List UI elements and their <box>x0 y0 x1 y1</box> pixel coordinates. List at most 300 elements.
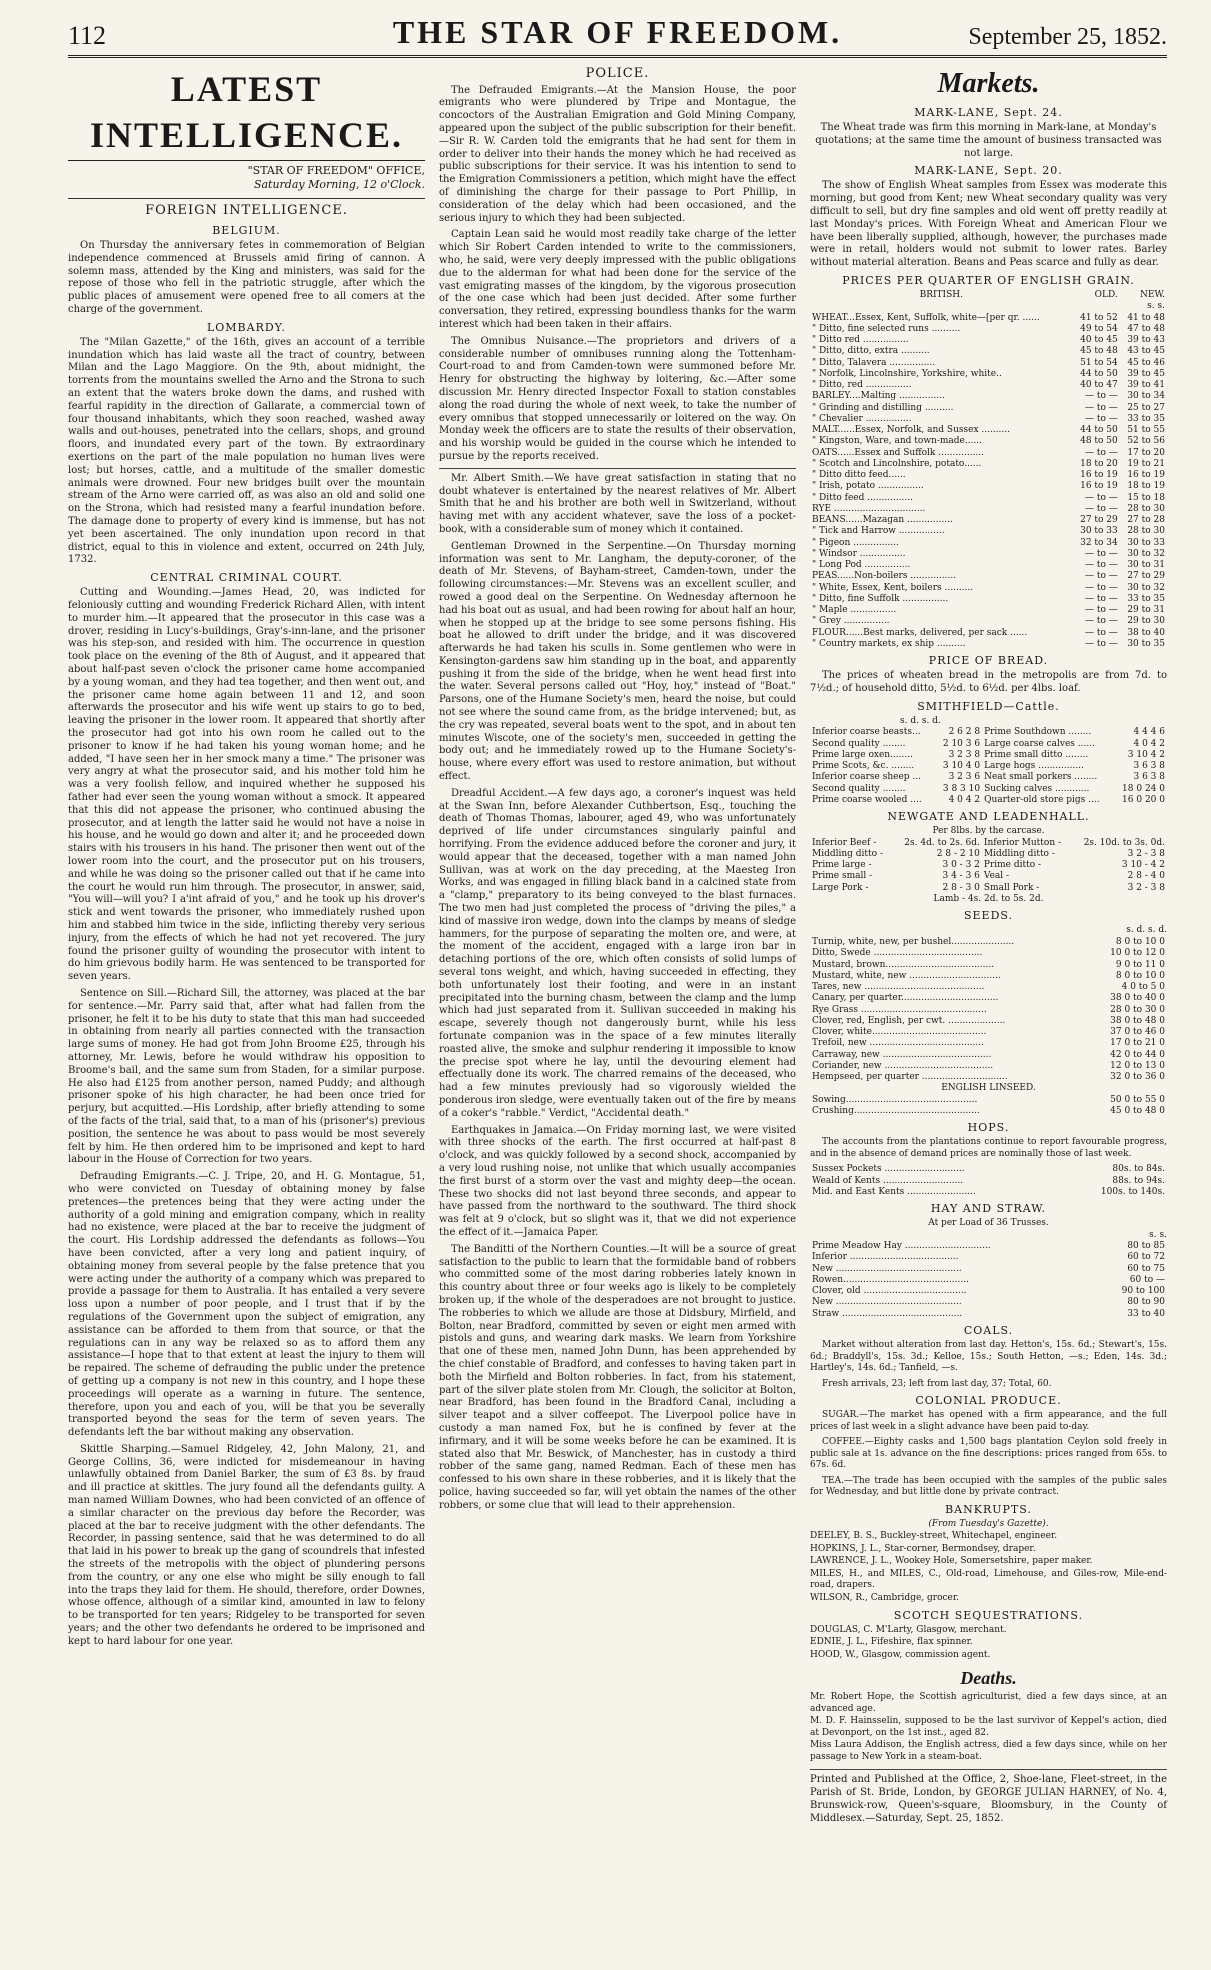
grain-row-cell: — to — <box>1085 638 1118 649</box>
grain-row <box>810 436 1167 447</box>
grain-row-cell: — to — <box>1085 503 1118 514</box>
smithfield-row-cell: Large hogs ................ <box>984 761 1084 772</box>
seeds-row-cell: 12 0 to 13 0 <box>1110 1060 1165 1071</box>
seeds-row <box>810 1061 1167 1072</box>
newgate-row-cell: 2s. 4d. to 2s. 6d. <box>904 837 980 848</box>
column-police <box>439 66 796 1825</box>
hay-row-cell: 60 to 75 <box>1127 1263 1165 1274</box>
newgate-row-cell: 3 0 - 3 2 <box>942 860 980 871</box>
grain-row-cell: " Irish, potato ................ <box>812 481 924 492</box>
grain-row <box>810 369 1167 380</box>
hay-row-cell: Rowen............................................ <box>812 1274 969 1285</box>
grain-row-cell: " Kingston, Ware, and town-made...... <box>812 436 983 447</box>
grain-row-cell: 30 to 32 <box>1127 548 1165 559</box>
article-earthquakes: Earthquakes in Jamaica.—On Friday morning last, we were visited with three shocks of the earth. The first occurred at half-past 8 o'clock, and was quickly followed by a second shock, accompanied by a very loud rushing noise, not unlike that which usually accompanies the first burst of a storm over the vast and mighty deep—the ocean. These two shocks did not last beyond three seconds, and appear to have passed from the northward to the southward. The third shock was felt at 9 o'clock, but so slight was it, that we did not experience the effect of it.—Jamaica Paper. <box>439 1124 796 1238</box>
grain-row-cell: — to — <box>1085 402 1118 413</box>
grain-row <box>810 358 1167 369</box>
smithfield-heading: SMITHFIELD—Cattle. <box>917 699 1060 713</box>
smithfield-row-cell: Neat small porkers ........ <box>984 772 1098 783</box>
bankrupt-entry: MILES, H., and MILES, C., Old-road, Limehouse, and Giles-row, Mile-end-road, drapers. <box>810 1568 1167 1591</box>
grain-row-cell: 30 to 32 <box>1127 582 1165 593</box>
grain-row-cell: " Ditto, Talavera ................ <box>812 357 936 368</box>
grain-row <box>810 380 1167 391</box>
lombardy-article: The "Milan Gazette," of the 16th, gives an account of a terrible inundation which has laid waste all the tract of country, between Milan and the Lago Maggiore. On the 9th, about midnight, the torrents from the mountains swelled the Arno and the Strona to such an extent that the waters broke down the dams, and rushed with fearful rapidity in the direction of Gallarate, a commercial town of four thousand inhabitants, which they soon reached, washed away walls and out-houses, penetrated into the cellars, shops, and ground floors, and inundated every part of the town. By extraordinary exertions on the part of the male population no human lives were lost; but horses, cattle, and a multitude of the smaller domestic animals were drowned. Four new bridges built over the mountain stream of the Arno were carried off, as was also an old and solid one on the Strona, which had resisted many a fearful inundation before. The damage done to property of every kind is immense, but has not yet been ascertained. The only inundation upon record in that district, equal to this in violence and extent, occurred on 24th July, 1732. <box>68 336 425 566</box>
grain-row-cell: — to — <box>1085 593 1118 604</box>
police-article-emigrants: The Defrauded Emigrants.—At the Mansion House, the poor emigrants who were plundered by Tripe and Montague, the concoctors of the Australian Emigration and Gold Mining Company, appeared upon the subject of the public subscription for their benefit.—Sir R. W. Carden told the emigrants that he had sent for them in order to deliver into their hands the money which he had received as public subscriptions for their service. It was his intention to send to the Emigration Commissioners a petition, which might have the effect of diminishing the charge for their passage to Port Phillip, in consideration of the delay which had been occasioned, and the serious injury to which they had been subjected. <box>439 84 796 224</box>
latest-intelligence-heading: LATEST INTELLIGENCE. <box>68 66 425 161</box>
grain-row-cell: 48 to 50 <box>1080 436 1118 447</box>
seeds-row <box>810 993 1167 1004</box>
smithfield-row-cell: 2 6 2 8 <box>948 727 981 738</box>
seeds-row-cell: Rye Grass ............................................ <box>812 1004 987 1015</box>
seeds-row <box>810 960 1167 971</box>
grain-row-cell: 19 to 21 <box>1127 458 1165 469</box>
grain-col-new: NEW. <box>1140 290 1165 301</box>
grain-row <box>810 335 1167 346</box>
smithfield-row-cell: Second quality ........ <box>812 783 906 794</box>
seeds-row-cell: 28 0 to 30 0 <box>1110 1004 1165 1015</box>
masthead <box>68 14 1167 58</box>
smithfield-row-cell: 18 0 24 0 <box>1122 783 1165 794</box>
hay-row-cell: 80 to 85 <box>1127 1241 1165 1252</box>
grain-row-cell: " Country markets, ex ship .......... <box>812 638 966 649</box>
article-accident: Dreadful Accident.—A few days ago, a coroner's inquest was held at the Swan Inn, before Alexander Cuthbertson, Esq., touching the death of Thomas Thomas, labourer, aged 49, who was unfortunately deprived of life under circumstances singularly painful and horrifying. From the evidence adduced before the coroner and jury, it would appear that the deceased, together with a man named John Sullivan, was at work on the day preceding, at the Maesteg Iron Works, and was engaged in filling black band in a calcined state from a "clamp," preparatory to its being conveyed to the blast furnaces. The two men had just completed the process of "driving the piles," a kind of massive iron wedge, down into the clamps by means of sledge hammers, for the purpose of separating the molten ore, and were, at the moment of the accident, engaged with a large iron bar in detaching portions of the ore, which often consists of solid lumps of several tons weight, and which, having succeeded in effecting, they both unfortunately lost their footing, and were in an instant precipitated into the burning chasm, between the clamp and the lump which had just separated from it. Sullivan succeeded in making his escape, severely though not dangerously burnt, while his less fortunate companion was in the space of a few minutes literally roasted alive, the smoke and sulphur rendering it impossible to know the precise spot where he lay, until the devouring element had effectually done its work. The charred remains of the deceased, who had a few minutes previously had so vigorously wielded the ponderous iron sledge, were eventually taken out of the fire by means of a coker's "rabble." Verdict, "Accidental death." <box>439 787 796 1119</box>
hay-row-cell: Inferior ...................................... <box>812 1252 959 1263</box>
smithfield-row-cell: 4 0 4 2 <box>1133 738 1165 749</box>
bankrupts-list <box>810 1531 1167 1604</box>
seeds-row-cell: 37 0 to 46 0 <box>1110 1027 1165 1037</box>
seeds-row-cell: Tares, new .......................................... <box>812 982 985 992</box>
seeds-row <box>810 1027 1167 1038</box>
seeds-row <box>810 971 1167 982</box>
hay-row-cell: New ............................................ <box>812 1263 962 1274</box>
grain-row-cell: 30 to 34 <box>1127 391 1165 402</box>
newgate-row-cell: Prime ditto - <box>983 860 1042 871</box>
seeds-row <box>810 1050 1167 1061</box>
grain-row-cell: BARLEY....Malting ................ <box>812 391 945 402</box>
smithfield-row-cell: Prime Scots, &c. ........ <box>812 761 915 772</box>
seeds-row-cell: 10 0 to 12 0 <box>1110 948 1165 959</box>
hay-row-cell: 90 to 100 <box>1121 1286 1165 1297</box>
grain-row <box>810 493 1167 504</box>
grain-row <box>810 628 1167 639</box>
newspaper-page <box>28 0 1183 1930</box>
grain-row-cell: 27 to 28 <box>1127 515 1165 526</box>
grain-row-cell: — to — <box>1085 560 1118 571</box>
hay-row <box>810 1297 1167 1308</box>
grain-row-cell: — to — <box>1085 391 1118 402</box>
bankrupts-heading: BANKRUPTS. <box>945 1502 1032 1516</box>
newspaper-title: THE STAR OF FREEDOM. <box>392 14 843 50</box>
smithfield-row-cell: Sucking calves ............ <box>984 783 1090 794</box>
hay-table <box>810 1241 1167 1320</box>
grain-row-cell: 15 to 18 <box>1127 492 1165 503</box>
mark-lane-20-report: The show of English Wheat samples from Essex was moderate this morning, but good from Kent; new Wheat secondary quality was very difficult to sell, but dry fine samples and old went off pretty readily at last Monday's prices. With Foreign Wheat and American Flour we have been liberally supplied, although, however, the purchases made were in retail, holders would not submit to lower rates. Barley without material alteration. Beans and Peas scarce and fully as dear. <box>810 180 1167 269</box>
grain-row-cell: 30 to 33 <box>1127 537 1165 548</box>
grain-row-cell: 29 to 31 <box>1127 605 1165 616</box>
court-heading: CENTRAL CRIMINAL COURT. <box>150 571 343 585</box>
seeds-row <box>810 937 1167 948</box>
sequestration-entry: DOUGLAS, C. M'Larty, Glasgow, merchant. <box>810 1624 1007 1635</box>
grain-row <box>810 639 1167 650</box>
smithfield-row <box>810 772 1167 783</box>
grain-row-cell: — to — <box>1085 582 1118 593</box>
court-article-emigrants: Defrauding Emigrants.—C. J. Tripe, 20, and H. G. Montague, 51, who were convicted on Tuesday of obtaining money by false pretences—the pretences being that they were acting under the authority of a gold mining and emigration company, which in reality had no existence, were placed at the bar to receive the judgment of the court. His Lordship addressed the defendants as follows—You have been convicted, after a very long and patient inquiry, of obtaining money from several people by the false pretence that you were acting under the authority of a company which was prepared to provide a passage for them to Australia. It has entailed a very severe loss upon a number of poor people, and I trust that if by the regulations of the Government upon the subject of emigration, any assistance can be afforded to them from that source, or that the regulations can in any way be relaxed so as to afford them any assistance—I hope that to that extent at least the injury to them will be repaired. The scheme of defrauding the public under the pretence of getting up a company is not new in this country, and I hope these proceedings will operate as a warning in future. The sentence, therefore, upon you and each of you, will be that you be severally transported beyond the seas for the term of seven years. The defendants left the bar without making any observation. <box>68 1171 425 1439</box>
newgate-row-cell: Small Pork - <box>983 882 1040 893</box>
smithfield-row-cell: Inferior coarse sheep ... <box>812 772 921 783</box>
grain-row-cell: 33 to 35 <box>1127 413 1165 424</box>
grain-row-cell: 16 to 19 <box>1080 470 1118 481</box>
grain-row-cell: " Scotch and Lincolnshire, potato...... <box>812 458 982 469</box>
foreign-intelligence-heading: FOREIGN INTELLIGENCE. <box>68 198 425 220</box>
grain-row <box>810 324 1167 335</box>
hops-row-cell: 100s. to 140s. <box>1100 1186 1165 1197</box>
grain-row-cell: MALT......Essex, Norfolk, and Sussex .......... <box>812 425 1010 436</box>
court-article-skittles: Skittle Sharping.—Samuel Ridgeley, 42, John Malony, 21, and George Collins, 36, were indicted for misdemeanour in having unlawfully obtained from Daniel Barker, the sum of £3 8s. by fraud and ill practice at skittles. The jury found all the defendants guilty. A man named William Downes, who had been convicted of an offence of a similar character on the previous day before the Recorder, was placed at the bar to receive judgment with the other defendants. The Recorder, in passing sentence, said that he was determined to do all that laid in his power to break up the gang of scoundrels that infested the streets of the metropolis with the object of plundering persons from the country, or any one else who might be silly enough to fall into the traps they laid for them. He should, therefore, order Downes, whose offence, although of a similar kind, amounted in law to felony to be transported for ten years; Ridgeley to be transported for seven years; and the other two defendants he ordered to be imprisoned and kept to hard labour for one year. <box>68 1443 425 1647</box>
seeds-row <box>810 948 1167 959</box>
grain-row-cell: — to — <box>1085 447 1118 458</box>
newgate-row-cell: 3 4 - 3 6 <box>942 871 980 882</box>
seeds-row-cell: Hempseed, per quarter .............................. <box>812 1072 1008 1082</box>
smithfield-row-cell: 3 6 3 8 <box>1133 772 1165 783</box>
grain-row-cell: 16 to 19 <box>1127 470 1165 481</box>
grain-row <box>810 459 1167 470</box>
smithfield-row <box>810 750 1167 761</box>
grain-row-cell: 39 to 43 <box>1127 335 1165 346</box>
smithfield-units: s. d. s. d. <box>900 715 941 726</box>
grain-row-cell: 27 to 29 <box>1127 571 1165 582</box>
markets-heading: Markets. <box>937 68 1040 99</box>
grain-row-cell: 18 to 19 <box>1127 481 1165 492</box>
court-article-sill: Sentence on Sill.—Richard Sill, the attorney, was placed at the bar for sentence.—Mr. Parry said that, after what had fallen from the prisoner, he felt it to be his duty to state that this man had succeeded in obtaining from nearly all parties connected with the transaction large sums of money. He had got from John Broome £25, through his attorney, Mr. Lewis, before he would withdraw his opposition to Broome's bail, and the same sum from Staden, for a similar purpose. He also had £125 from another person, named Puddy; and although prisoner spoke of his high character, he had been once tried for perjury, but acquitted.—His Lordship, after briefly attending to some of the facts of the trial, said that, to a man of his (prisoner's) previous position, the sentence he was about to pass would be most severely felt by him. He then ordered him to be imprisoned and kept to hard labour in the House of Correction for two years. <box>68 988 425 1166</box>
grain-row-cell: 44 to 50 <box>1080 425 1118 436</box>
newgate-row-cell: Prime small - <box>812 871 873 882</box>
divider <box>439 468 796 469</box>
grain-row-cell: — to — <box>1085 571 1118 582</box>
smithfield-row-cell: Second quality ........ <box>812 738 906 749</box>
grain-row-cell: RYE ................................ <box>812 503 926 514</box>
linseed-row <box>810 1106 1167 1117</box>
newgate-row-cell: Middling ditto - <box>812 848 883 859</box>
grain-row <box>810 526 1167 537</box>
column-latest-intelligence <box>68 66 425 1825</box>
imprint: Printed and Published at the Office, 2, Shoe-lane, Fleet-street, in the Parish of St. Bride, London, by GEORGE JULIAN HARNEY, of No. 4, Brunswick-row, Queen's-square, Bloomsbury, in the County of Middlesex.—Saturday, Sept. 25, 1852. <box>810 1769 1167 1825</box>
smithfield-row <box>810 784 1167 795</box>
bread-heading: PRICE OF BREAD. <box>928 654 1049 668</box>
hay-subheading: At per Load of 36 Trusses. <box>928 1218 1049 1229</box>
grain-row-cell: " Windsor ................ <box>812 548 906 559</box>
hops-report: The accounts from the plantations continue to report favourable progress, and in the absence of demand prices are nominally those of last week. <box>810 1137 1167 1159</box>
grain-row <box>810 403 1167 414</box>
linseed-row-cell: 50 0 to 55 0 <box>1110 1094 1165 1105</box>
newgate-row-cell: Veal - <box>983 871 1010 882</box>
smithfield-row <box>810 739 1167 750</box>
grain-row-cell: 40 to 47 <box>1080 380 1118 391</box>
hay-row <box>810 1309 1167 1320</box>
sequestration-entry: EDNIE, J. L., Fifeshire, flax spinner. <box>810 1637 973 1648</box>
seeds-row-cell: 9 0 to 11 0 <box>1115 959 1165 970</box>
death-notice: M. D. F. Hainsselin, supposed to be the last survivor of Keppel's action, died at Devonport, on the 1st inst., aged 82. <box>810 1716 1167 1738</box>
smithfield-table <box>810 727 1167 806</box>
seeds-row-cell: Clover, white........................................ <box>812 1027 987 1037</box>
death-notice: Mr. Robert Hope, the Scottish agriculturist, died a few days since, at an advanced age. <box>810 1692 1167 1714</box>
seeds-row-cell: Mustard, brown...................................... <box>812 959 995 970</box>
smithfield-row-cell: 3 2 3 8 <box>948 749 981 760</box>
bankrupts-subheading: (From Tuesday's Gazette). <box>928 1518 1049 1529</box>
grain-table <box>810 290 1167 650</box>
seeds-row <box>810 1072 1167 1083</box>
grain-row-cell: 51 to 54 <box>1080 357 1118 368</box>
bankrupt-entry: WILSON, R., Cambridge, grocer. <box>810 1592 960 1603</box>
grain-row <box>810 470 1167 481</box>
grain-units: s. s. <box>1147 301 1165 312</box>
smithfield-row <box>810 727 1167 738</box>
grain-row-cell: 38 to 40 <box>1127 627 1165 638</box>
hay-heading: HAY AND STRAW. <box>930 1202 1047 1216</box>
hops-row-cell: Weald of Kents ............................ <box>812 1175 964 1186</box>
grain-row-cell: " Maple ................ <box>812 605 897 616</box>
grain-row <box>810 605 1167 616</box>
grain-row-cell: 45 to 48 <box>1080 346 1118 357</box>
grain-row <box>810 515 1167 526</box>
grain-row-cell: 51 to 55 <box>1127 425 1165 436</box>
mark-lane-24-report: The Wheat trade was firm this morning in Mark-lane, at Monday's quotations; at the same time the amount of business transacted was not large. <box>815 121 1162 159</box>
seeds-row-cell: Turnip, white, new, per bushel...................... <box>812 937 1015 947</box>
grain-row <box>810 538 1167 549</box>
smithfield-row-cell: 3 8 3 10 <box>942 783 981 794</box>
grain-row-cell: 39 to 45 <box>1127 368 1165 379</box>
colonial-tea: TEA.—The trade has been occupied with the samples of the public sales for Wednesday, and but little done by private contract. <box>810 1475 1167 1498</box>
lombardy-heading: LOMBARDY. <box>206 320 287 334</box>
article-albert-smith: Mr. Albert Smith.—We have great satisfaction in stating that no doubt whatever is entertained by the nearest relatives of Mr. Albert Smith that he and his brother are both well in Switzerland, without having met with any accident whatever, save the loss of a pocket-book, with a considerable sum of money which it contained. <box>439 472 796 535</box>
grain-row-cell: 41 to 52 <box>1080 312 1118 323</box>
smithfield-row <box>810 761 1167 772</box>
grain-row <box>810 504 1167 515</box>
smithfield-row-cell: Prime large oxen........ <box>812 749 913 760</box>
hay-row-cell: 33 to 40 <box>1127 1308 1165 1319</box>
hops-heading: HOPS. <box>967 1121 1010 1135</box>
grain-prices-heading: PRICES PER QUARTER OF ENGLISH GRAIN. <box>842 273 1135 287</box>
smithfield-row-cell: Inferior coarse beasts... <box>812 727 921 738</box>
mark-lane-24-heading: MARK-LANE, Sept. 24. <box>914 105 1063 119</box>
grain-row-cell: " Ditto ditto feed...... <box>812 470 906 481</box>
hay-row-cell: 80 to 90 <box>1127 1297 1165 1308</box>
grain-row-cell: " Norfolk, Lincolnshire, Yorkshire, white.. <box>812 368 1002 379</box>
seeds-row-cell: Ditto, Swede ...................................... <box>812 948 983 959</box>
office-line <box>68 164 425 192</box>
grain-row <box>810 583 1167 594</box>
grain-row-cell: 28 to 30 <box>1127 503 1165 514</box>
grain-row-cell: " Ditto red ................ <box>812 335 909 346</box>
newgate-row-cell: 2 8 - 4 0 <box>1127 871 1165 882</box>
deaths-list <box>810 1692 1167 1763</box>
belgium-heading: BELGIUM. <box>212 223 281 237</box>
grain-row-cell: 52 to 56 <box>1127 436 1165 447</box>
grain-row <box>810 425 1167 436</box>
article-banditti: The Banditti of the Northern Counties.—It will be a source of great satisfaction to the public to learn that the formidable band of robbers who committed some of the most daring robberies lately known in this country about three or four weeks ago is likely to be completely broken up, if the whole of the desperadoes are not brought to justice. The robberies to which we allude are those at Didsbury, Mirfield, and Bolton, near Bradford, committed by seven or eight men armed with pistols and guns, and wearing dark masks. We learn from Yorkshire that one of these men, named John Dunn, has been apprehended by the chief constable of Bradford, and confesses to having taken part in both the Mirfield and Bolton robberies. In fact, from his statement, part of the silver plate stolen from Mr. Clough, the solicitor at Bolton, near Bradford, has been found in the Bradford Canal, including a silver teapot and a silver coffeepot. The Liverpool police have in custody a man named Fox, but he is confined by fever at the infirmary, and it will be some weeks before he can be examined. It is stated also that Mr. Beswick, of Manchester, has in custody a third robber of the same gang, named Redman. Each of these men has confessed to his own share in these robberies, and it is likely that the police, having succeeded so far, will yet obtain the names of the other robbers, or some clue that will lead to their apprehension. <box>439 1243 796 1511</box>
seeds-units: s. d. s. d. <box>1126 925 1167 936</box>
seeds-row-cell: Clover, red, English, per cwt. .................... <box>812 1015 1006 1026</box>
newgate-row-cell: 3 10 - 4 2 <box>1121 860 1165 871</box>
linseed-row-cell: Sowing.............................................. <box>812 1094 978 1105</box>
seeds-row-cell: 42 0 to 44 0 <box>1110 1049 1165 1060</box>
seeds-row-cell: 4 0 to 5 0 <box>1121 982 1165 992</box>
linseed-row <box>810 1095 1167 1106</box>
bankrupt-entry: HOPKINS, J. L., Star-corner, Bermondsey, draper. <box>810 1543 1036 1554</box>
bankrupt-entry: DEELEY, B. S., Buckley-street, Whitechapel, engineer. <box>810 1531 1058 1542</box>
seeds-row-cell: 38 0 to 40 0 <box>1110 993 1165 1004</box>
hay-row-cell: Clover, old .................................... <box>812 1286 967 1297</box>
linseed-table <box>810 1095 1167 1118</box>
grain-row <box>810 346 1167 357</box>
seeds-row-cell: 32 0 to 36 0 <box>1110 1072 1165 1082</box>
grain-row <box>810 571 1167 582</box>
smithfield-row-cell: 16 0 20 0 <box>1122 794 1165 805</box>
police-article-omnibus: The Omnibus Nuisance.—The proprietors and drivers of a considerable number of omnibuses running along the Tottenham-Court-road to and from Camden-town were summoned before Mr. Henry for obstructing the highway by loitering, &c.—After some discussion Mr. Henry directed Inspector Foxall to station constables along the road during the whole of next week, to take the number of every omnibus that stopped unnecessarily or loitered on the way. On Monday week the officers are to state the results of their observation, and his worship would be guided in the course which he intended to pursue by the reports received. <box>439 335 796 462</box>
grain-row-cell: " Grey ................ <box>812 616 890 627</box>
seeds-row <box>810 1016 1167 1027</box>
bankrupt-entry: LAWRENCE, J. L., Wookey Hole, Somersetshire, paper maker. <box>810 1556 1093 1567</box>
newgate-lamb: Lamb - 4s. 2d. to 5s. 2d. <box>933 893 1044 904</box>
court-article-wounding: Cutting and Wounding.—James Head, 20, was indicted for feloniously cutting and wounding Frederick Richard Allen, with intent to murder him.—It appeared that the prosecutor in this case was a drover, residing in Lucy's-buildings, Gray's-inn-lane, and the prisoner was his step-son, and resided with him. The occurrence in question took place on the evening of the 8th of August, and it appeared that about half-past seven o'clock the prisoner came home accompanied by a young woman, and they had tea together, and then went out, and the prisoner came home again between 11 and 12, and soon afterwards the prosecutor and his wife went up stairs to go to bed, leaving the prisoner in the lower room. It appeared that shortly after the prosecutor had got into his own room he called out to the prisoner to know if he had taken his young woman home; and he added, "I have seen her in her smock many a time." The prisoner was very angry at what the prosecutor said, and his mother told him he was a very foolish fellow, and inquired whether he supposed his father had ever seen the young woman without a smock. It appeared that this did not appease the prisoner, who continued abusing the prosecutor, and at length the latter said he would not have a noise in his house, and he would go down and alter it; and he proceeded down stairs with his trousers in his hand. The prisoner then went out of the lower room into the court, and the prosecutor put on his trousers, and while he was doing so the prisoner called out that if he came into the court he would run him through. The prosecutor, in answer, said, "You will—will you? I a'int afraid of you," and he took up his drover's stick and went towards the prisoner, who immediately rushed upon him and stabbed him twice in the side, inflicting thereby very serious injury, from the effects of which he had not yet recovered. The jury found the prisoner guilty of wounding the prosecutor with intent to do him grievous bodily harm. He was sentenced to be transported for seven years. <box>68 587 425 983</box>
grain-row-cell: " Ditto, fine Suffolk ................ <box>812 593 949 604</box>
grain-row-cell: 30 to 35 <box>1127 638 1165 649</box>
seeds-row-cell: Mustard, white, new ................................ <box>812 970 1001 981</box>
grain-row-cell: 30 to 31 <box>1127 560 1165 571</box>
grain-row-cell: 47 to 48 <box>1127 323 1165 334</box>
police-article-lean: Captain Lean said he would most readily take charge of the letter which Sir Robert Carden intended to write to the commissioners, who, he said, were very deeply impressed with the public obligations due to the alderman for what had been done for the service of the vast emigrating masses of the kingdom, by the vigorous prosecution of the one case which had been just decided. After some further conversation, they retired, expressing boundless thanks for the warm interest which had been taken in their affairs. <box>439 229 796 330</box>
hay-row-cell: Prime Meadow Hay .............................. <box>812 1241 991 1252</box>
seeds-row-cell: 8 0 to 10 0 <box>1115 970 1165 981</box>
grain-row-cell: FLOUR......Best marks, delivered, per sack ...... <box>812 627 1028 638</box>
colonial-coffee: COFFEE.—Eighty casks and 1,500 bags plantation Ceylon sold freely in public sale at 1s. advance on the fine descriptions: prices ranged from 65s. to 67s. 6d. <box>810 1437 1167 1471</box>
mark-lane-20-heading: MARK-LANE, Sept. 20. <box>914 164 1063 178</box>
grain-row-cell: " Grinding and distilling .......... <box>812 402 954 413</box>
hay-row-cell: 60 to — <box>1129 1274 1165 1285</box>
grain-row-cell: " Long Pod ................ <box>812 560 911 571</box>
newgate-row-cell: Prime large - <box>812 860 872 871</box>
newgate-row-cell: Inferior Mutton - <box>983 837 1062 848</box>
newgate-row-cell: 3 2 - 3 8 <box>1127 882 1165 893</box>
grain-row-cell: — to — <box>1085 616 1118 627</box>
police-heading: POLICE. <box>585 66 650 81</box>
grain-row-cell: " Ditto feed ................ <box>812 492 913 503</box>
office-name: "STAR OF FREEDOM" OFFICE, <box>247 164 425 178</box>
grain-row-cell: " Ditto, fine selected runs .......... <box>812 323 961 334</box>
grain-row <box>810 481 1167 492</box>
newgate-row <box>810 860 1167 871</box>
grain-col-british: BRITISH. <box>919 290 963 301</box>
grain-row-cell: — to — <box>1085 627 1118 638</box>
hops-row-cell: Mid. and East Kents ........................ <box>812 1186 976 1197</box>
seeds-row-cell: Trefoil, new ........................................ <box>812 1038 984 1049</box>
grain-row-cell: 29 to 30 <box>1127 616 1165 627</box>
linseed-row-cell: Crushing............................................ <box>812 1106 980 1117</box>
newgate-table <box>810 838 1167 894</box>
smithfield-row-cell: 4 4 4 6 <box>1133 727 1165 738</box>
grain-row-cell: " Ditto, ditto, extra .......... <box>812 346 930 357</box>
seeds-row-cell: 38 0 to 48 0 <box>1110 1015 1165 1026</box>
grain-row-cell: 30 to 33 <box>1080 526 1118 537</box>
grain-row <box>810 594 1167 605</box>
smithfield-row-cell: Prime Southdown ........ <box>984 727 1092 738</box>
grain-row-cell: 39 to 41 <box>1127 380 1165 391</box>
seeds-table <box>810 937 1167 1083</box>
newgate-row-cell: Inferior Beef - <box>812 837 877 848</box>
hay-row-cell: Straw .......................................... <box>812 1308 963 1319</box>
grain-row-cell: PEAS......Non-boilers ................ <box>812 571 957 582</box>
newgate-row <box>810 871 1167 882</box>
smithfield-row-cell: Large coarse calves ...... <box>984 738 1095 749</box>
grain-row <box>810 414 1167 425</box>
grain-row-cell: BEANS......Mazagan ................ <box>812 515 953 526</box>
grain-row-cell: — to — <box>1085 492 1118 503</box>
grain-row-cell: " Ditto, red ................ <box>812 380 912 391</box>
seeds-row-cell: Coriander, new ...................................... <box>812 1060 994 1071</box>
grain-col-old: OLD. <box>1094 290 1118 301</box>
hay-row <box>810 1286 1167 1297</box>
hops-row-cell: Sussex Pockets ............................ <box>812 1164 965 1175</box>
coals-heading: COALS. <box>963 1323 1014 1337</box>
grain-row-cell: 49 to 54 <box>1080 323 1118 334</box>
scotch-heading: SCOTCH SEQUESTRATIONS. <box>893 1608 1084 1622</box>
grain-row-cell: 28 to 30 <box>1127 526 1165 537</box>
grain-row-cell: 32 to 34 <box>1080 537 1118 548</box>
hops-row <box>810 1176 1167 1187</box>
page-number: 112 <box>68 21 107 50</box>
deaths-heading: Deaths. <box>960 1668 1017 1689</box>
seeds-row-cell: Canary, per quarter.................................. <box>812 993 999 1004</box>
hops-row-cell: 88s. to 94s. <box>1112 1175 1165 1186</box>
seeds-row <box>810 1038 1167 1049</box>
coals-arrivals: Fresh arrivals, 23; left from last day, 37; Total, 60. <box>822 1378 1052 1389</box>
newgate-subheading: Per 8lbs. by the carcase. <box>932 826 1045 837</box>
office-time: Saturday Morning, 12 o'Clock. <box>253 178 425 192</box>
grain-row-cell: 41 to 48 <box>1127 312 1165 323</box>
grain-row <box>810 448 1167 459</box>
hops-row <box>810 1187 1167 1198</box>
grain-row-cell: " Chevalier ................ <box>812 413 912 424</box>
seeds-row-cell: 17 0 to 21 0 <box>1110 1038 1165 1049</box>
newgate-row <box>810 849 1167 860</box>
seeds-row <box>810 1005 1167 1016</box>
column-markets <box>810 66 1167 1825</box>
hay-row <box>810 1275 1167 1286</box>
death-notice: Miss Laura Addison, the English actress, died a few days since, while on her passage to New York in a steam-boat. <box>810 1740 1167 1762</box>
grain-row-cell: 25 to 27 <box>1127 402 1165 413</box>
sequestration-entry: HOOD, W., Glasgow, commission agent. <box>810 1649 991 1660</box>
newgate-row <box>810 838 1167 849</box>
grain-row-cell: 44 to 50 <box>1080 368 1118 379</box>
smithfield-row-cell: Prime coarse wooled .... <box>812 794 922 805</box>
grain-row-cell: " White, Essex, Kent, boilers .......... <box>812 582 974 593</box>
newgate-heading: NEWGATE AND LEADENHALL. <box>887 810 1090 824</box>
hay-row-cell: 60 to 72 <box>1127 1252 1165 1263</box>
smithfield-row-cell: 2 10 3 6 <box>942 738 981 749</box>
grain-row-cell: 16 to 19 <box>1080 481 1118 492</box>
hay-row-cell: New ............................................ <box>812 1297 962 1308</box>
grain-row-cell: WHEAT...Essex, Kent, Suffolk, white—[per qr. ...... <box>812 312 1040 323</box>
grain-row-cell: — to — <box>1085 413 1118 424</box>
newgate-row-cell: 3 2 - 3 8 <box>1127 848 1165 859</box>
newgate-row-cell: 2 8 - 2 10 <box>936 848 980 859</box>
grain-row-cell: 33 to 35 <box>1127 593 1165 604</box>
grain-row <box>810 616 1167 627</box>
hops-row-cell: 80s. to 84s. <box>1112 1164 1165 1175</box>
smithfield-row-cell: 3 10 4 0 <box>942 761 981 772</box>
seeds-row-cell: Carraway, new ...................................... <box>812 1049 992 1060</box>
smithfield-row-cell: Prime small ditto ........ <box>984 749 1089 760</box>
